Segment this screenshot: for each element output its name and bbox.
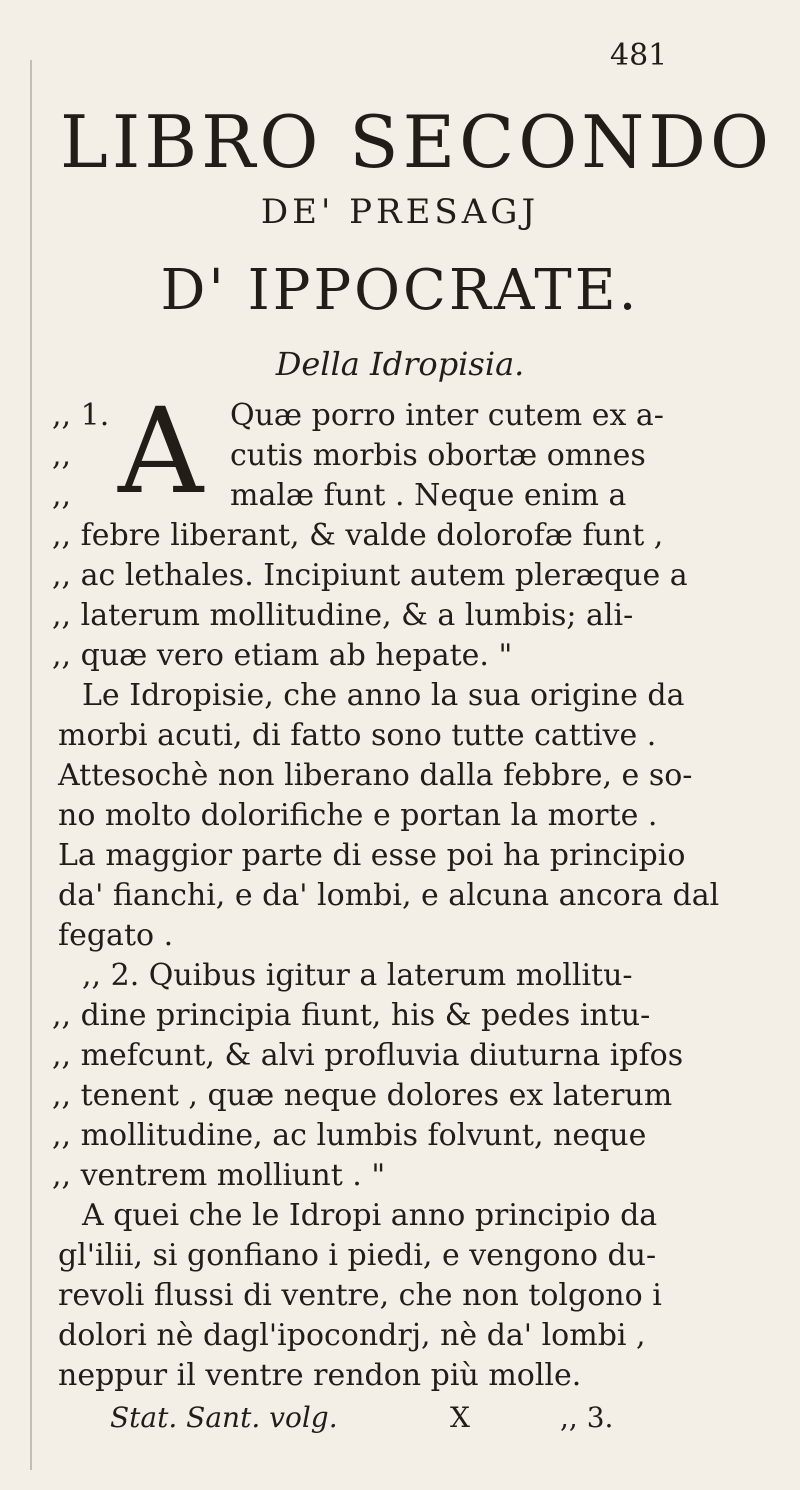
text-line [52, 476, 742, 516]
text-line: Le Idropisie, che anno la sua origine da [82, 678, 685, 713]
text-line [52, 436, 742, 476]
text-line-content: malæ funt . Neque enim a [230, 478, 627, 513]
text-line: ,, dine principia fiunt, his & pedes intu- [52, 998, 651, 1033]
page-footer [110, 1398, 710, 1438]
text-line: ,, quæ vero etiam ab hepate. " [52, 638, 513, 673]
text-line: ,, 2. Quibus igitur a laterum mollitu- [82, 958, 633, 993]
text-line: revoli flussi di ventre, che non tolgono i [58, 1278, 662, 1313]
text-line: gl'ilii, si gonfiano i piedi, e vengono du- [58, 1238, 657, 1273]
text-line: ,, febre liberant, & valde dolorofæ funt , [52, 518, 664, 553]
catchword: ,, 3. [560, 1401, 614, 1434]
footer-source-note: Stat. Sant. volg. [110, 1401, 338, 1434]
text-line: ,, mollitudine, ac lumbis folvunt, neque [52, 1118, 647, 1153]
text-line: ,, ac lethales. Incipiunt autem pleræque a [52, 558, 688, 593]
line-marker: ,, 1. [52, 398, 110, 433]
text-line: da' fianchi, e da' lombi, e alcuna ancora dal [58, 878, 720, 913]
text-line-content: Quæ porro inter cutem ex a- [230, 398, 664, 433]
text-line: dolori nè dagl'ipocondrj, nè da' lombi , [58, 1318, 646, 1353]
text-line: ,, mefcunt, & alvi profluvia diuturna ipfos [52, 1038, 684, 1073]
page-edge-rule [30, 60, 32, 1470]
text-line: La maggior parte di esse poi ha principio [58, 838, 686, 873]
line-marker: ,, [52, 478, 72, 513]
line-marker: ,, [52, 438, 72, 473]
text-line: A quei che le Idropi anno principio da [82, 1198, 658, 1233]
text-line: no molto dolorifiche e portan la morte . [58, 798, 658, 833]
text-line: ,, ventrem molliunt . " [52, 1158, 386, 1193]
text-line: Attesochè non liberano dalla febbre, e so- [58, 758, 693, 793]
text-line-content: cutis morbis obortæ omnes [230, 438, 646, 473]
text-line: morbi acuti, di fatto sono tutte cattive . [58, 718, 657, 753]
book-author-heading: D' IPPOCRATE. [160, 258, 640, 323]
text-line [52, 396, 742, 436]
page-number: 481 [610, 38, 668, 73]
signature-mark: X [450, 1401, 470, 1434]
book-title: LIBRO SECONDO [60, 100, 774, 184]
text-line: neppur il ventre rendon più molle. [58, 1358, 582, 1393]
text-line: ,, tenent , quæ neque dolores ex laterum [52, 1078, 673, 1113]
text-line: fegato . [58, 918, 174, 953]
book-subtitle: DE' PRESAGJ [260, 192, 540, 232]
section-title: Della Idropisia. [275, 345, 525, 383]
drop-cap-letter: A [118, 382, 204, 520]
text-line: ,, laterum mollitudine, & a lumbis; ali- [52, 598, 634, 633]
